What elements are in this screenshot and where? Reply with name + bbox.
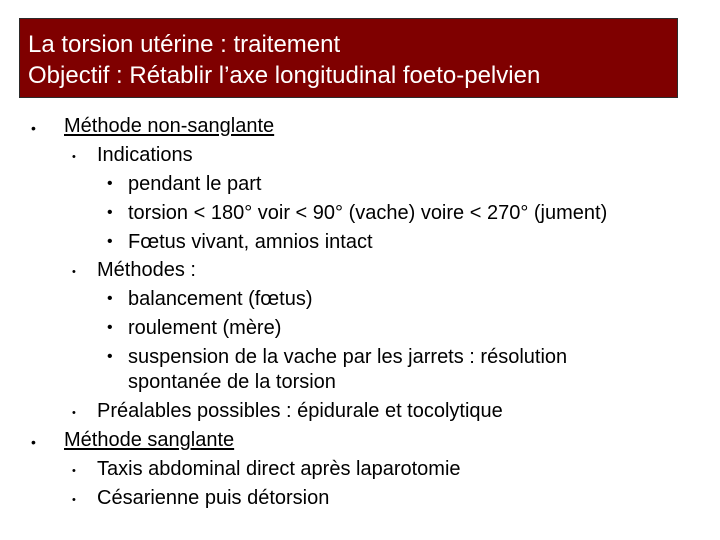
- list-item-torsion-angles: torsion < 180° voir < 90° (vache) voire < 270° (jument): [128, 202, 608, 224]
- bullet-marker: •: [107, 204, 113, 221]
- bullet-marker: •: [31, 120, 36, 136]
- bullet-marker: •: [107, 233, 113, 250]
- bullet-marker: •: [107, 348, 113, 365]
- list-item-suspension: suspension de la vache par les jarrets : résolution: [128, 346, 568, 368]
- slide-subtitle: Objectif : Rétablir l’axe longitudinal foeto-pelvien: [28, 62, 541, 89]
- bullet-marker: •: [107, 175, 113, 192]
- list-item-prealables: Préalables possibles : épidurale et tocolytique: [97, 400, 503, 422]
- bullet-marker: •: [107, 319, 113, 336]
- title-banner: [19, 18, 678, 98]
- bullet-marker: •: [72, 407, 76, 419]
- list-item-foetus-vivant: Fœtus vivant, amnios intact: [128, 231, 373, 253]
- bullet-marker: •: [72, 465, 76, 477]
- list-item-pendant-le-part: pendant le part: [128, 173, 262, 195]
- bullet-marker: •: [72, 494, 76, 506]
- list-item-taxis-abdominal: Taxis abdominal direct après laparotomie: [97, 458, 461, 480]
- list-item-methode-sanglante: Méthode sanglante: [64, 429, 235, 451]
- list-item-methode-non-sanglante: Méthode non-sanglante: [64, 115, 275, 137]
- bullet-marker: •: [72, 151, 76, 163]
- list-item-balancement: balancement (fœtus): [128, 288, 313, 310]
- list-item-methodes: Méthodes :: [97, 259, 196, 281]
- list-item-indications: Indications: [97, 144, 193, 166]
- bullet-marker: •: [72, 266, 76, 278]
- bullet-marker: •: [31, 434, 36, 450]
- slide-title: La torsion utérine : traitement: [28, 31, 341, 58]
- list-item-cesarienne: Césarienne puis détorsion: [97, 487, 330, 509]
- list-item-roulement: roulement (mère): [128, 317, 282, 339]
- list-item-suspension-continued: spontanée de la torsion: [128, 371, 336, 393]
- bullet-marker: •: [107, 290, 113, 307]
